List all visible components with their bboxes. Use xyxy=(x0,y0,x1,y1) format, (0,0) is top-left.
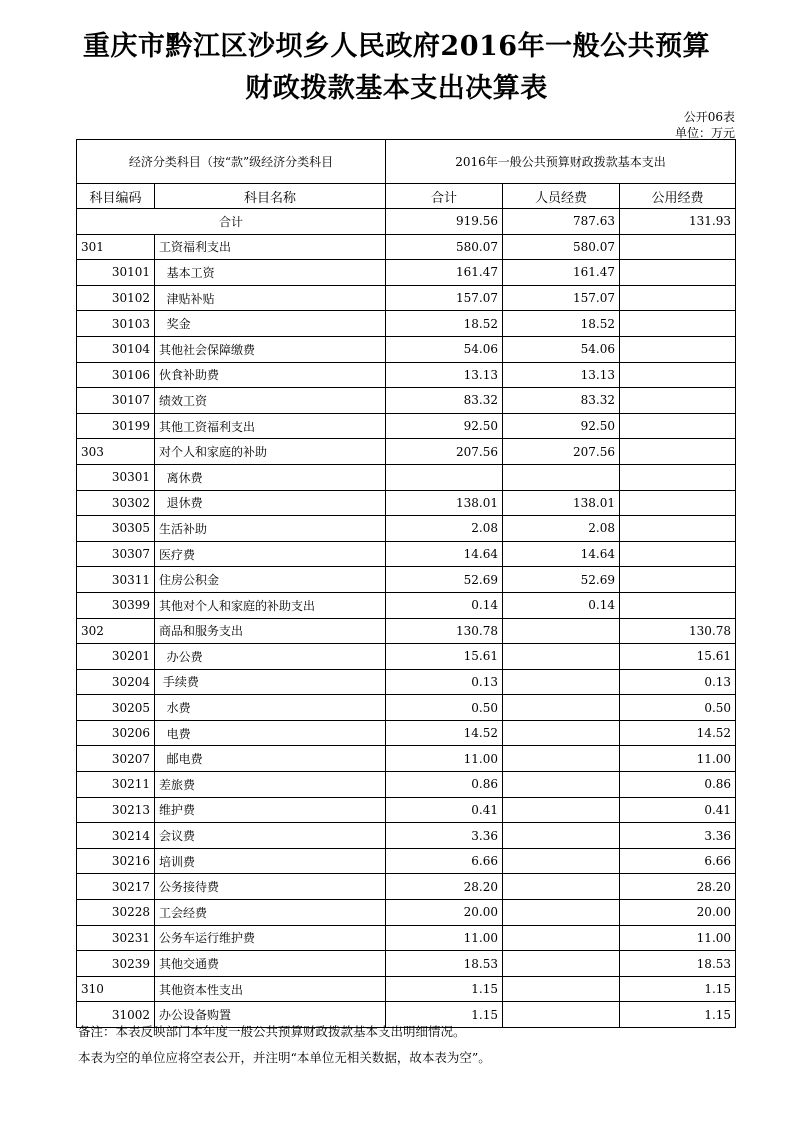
header-name: 科目名称 xyxy=(155,184,386,209)
row-code: 30217 xyxy=(77,874,155,900)
table-row xyxy=(77,976,736,1002)
form-number: 公开06表 xyxy=(683,110,735,124)
row-total: 0.41 xyxy=(386,797,503,823)
table-row xyxy=(77,592,736,618)
total-row xyxy=(77,209,736,235)
row-code: 30211 xyxy=(77,772,155,798)
row-code: 30302 xyxy=(77,490,155,516)
row-code: 30301 xyxy=(77,464,155,490)
table-row xyxy=(77,644,736,670)
row-code: 30199 xyxy=(77,413,155,439)
row-code: 30102 xyxy=(77,285,155,311)
row-name: 伙食补助费 xyxy=(155,362,386,388)
row-code: 301 xyxy=(77,234,155,260)
row-public: 3.36 xyxy=(620,823,736,849)
table-row xyxy=(77,900,736,926)
note-remark: 备注：本表反映部门本年度一般公共预算财政拨款基本支出明细情况。 xyxy=(78,1024,466,1039)
row-name: 办公费 xyxy=(155,644,386,670)
row-total: 20.00 xyxy=(386,900,503,926)
row-name: 津贴补贴 xyxy=(155,285,386,311)
row-personnel xyxy=(503,772,620,798)
row-name: 公务接待费 xyxy=(155,874,386,900)
row-total: 580.07 xyxy=(386,234,503,260)
row-total: 14.64 xyxy=(386,541,503,567)
row-name: 水费 xyxy=(155,695,386,721)
row-personnel xyxy=(503,797,620,823)
table-row xyxy=(77,746,736,772)
row-personnel: 13.13 xyxy=(503,362,620,388)
table-row xyxy=(77,925,736,951)
row-code: 30106 xyxy=(77,362,155,388)
row-personnel: 161.47 xyxy=(503,260,620,286)
table-row xyxy=(77,516,736,542)
row-public: 11.00 xyxy=(620,925,736,951)
row-total: 0.86 xyxy=(386,772,503,798)
header-budget: 2016年一般公共预算财政拨款基本支出 xyxy=(386,140,736,184)
row-personnel xyxy=(503,848,620,874)
row-code: 30104 xyxy=(77,336,155,362)
row-code: 30239 xyxy=(77,951,155,977)
row-public: 0.86 xyxy=(620,772,736,798)
row-code: 30101 xyxy=(77,260,155,286)
row-public xyxy=(620,336,736,362)
row-personnel: 52.69 xyxy=(503,567,620,593)
header-public: 公用经费 xyxy=(620,184,736,209)
row-total: 52.69 xyxy=(386,567,503,593)
row-total: 2.08 xyxy=(386,516,503,542)
row-personnel xyxy=(503,746,620,772)
table-row xyxy=(77,823,736,849)
table-row xyxy=(77,567,736,593)
row-personnel xyxy=(503,464,620,490)
row-personnel xyxy=(503,618,620,644)
row-public xyxy=(620,439,736,465)
document-title-line2: 财政拨款基本支出决算表 xyxy=(245,73,548,104)
total-personnel: 787.63 xyxy=(503,209,620,235)
table-row xyxy=(77,464,736,490)
table-row xyxy=(77,388,736,414)
table-row xyxy=(77,797,736,823)
row-name: 公务车运行维护费 xyxy=(155,925,386,951)
header-econ-class: 经济分类科目（按“款”级经济分类科目 xyxy=(77,140,386,184)
table-row xyxy=(77,695,736,721)
row-personnel xyxy=(503,695,620,721)
row-public: 28.20 xyxy=(620,874,736,900)
total-public: 131.93 xyxy=(620,209,736,235)
row-public xyxy=(620,490,736,516)
row-total: 138.01 xyxy=(386,490,503,516)
row-code: 30311 xyxy=(77,567,155,593)
row-code: 30205 xyxy=(77,695,155,721)
row-public xyxy=(620,567,736,593)
table-row xyxy=(77,285,736,311)
row-public: 15.61 xyxy=(620,644,736,670)
row-personnel xyxy=(503,823,620,849)
row-name: 电费 xyxy=(155,720,386,746)
table-row xyxy=(77,720,736,746)
expenditure-table xyxy=(76,139,736,1028)
note-empty-table: 本表为空的单位应将空表公开，并注明“本单位无相关数据，故本表为空”。 xyxy=(78,1050,491,1065)
row-total: 1.15 xyxy=(386,976,503,1002)
row-name: 医疗费 xyxy=(155,541,386,567)
row-personnel: 83.32 xyxy=(503,388,620,414)
row-total: 13.13 xyxy=(386,362,503,388)
table-row xyxy=(77,260,736,286)
row-public xyxy=(620,388,736,414)
row-personnel xyxy=(503,1002,620,1028)
row-public xyxy=(620,260,736,286)
row-name: 邮电费 xyxy=(155,746,386,772)
unit-label: 单位：万元 xyxy=(674,126,735,140)
row-total: 28.20 xyxy=(386,874,503,900)
row-public: 0.13 xyxy=(620,669,736,695)
row-total: 0.13 xyxy=(386,669,503,695)
table-row xyxy=(77,669,736,695)
row-personnel: 0.14 xyxy=(503,592,620,618)
table-row xyxy=(77,413,736,439)
row-name: 差旅费 xyxy=(155,772,386,798)
row-total: 3.36 xyxy=(386,823,503,849)
row-name: 其他工资福利支出 xyxy=(155,413,386,439)
table-row xyxy=(77,848,736,874)
row-personnel: 14.64 xyxy=(503,541,620,567)
row-name: 奖金 xyxy=(155,311,386,337)
row-personnel: 138.01 xyxy=(503,490,620,516)
row-name: 对个人和家庭的补助 xyxy=(155,439,386,465)
row-public: 20.00 xyxy=(620,900,736,926)
row-code: 30213 xyxy=(77,797,155,823)
row-personnel xyxy=(503,874,620,900)
row-name: 住房公积金 xyxy=(155,567,386,593)
row-total: 18.52 xyxy=(386,311,503,337)
row-code: 30103 xyxy=(77,311,155,337)
row-total: 130.78 xyxy=(386,618,503,644)
row-public: 0.50 xyxy=(620,695,736,721)
row-total: 0.14 xyxy=(386,592,503,618)
row-total: 92.50 xyxy=(386,413,503,439)
row-name: 办公设备购置 xyxy=(155,1002,386,1028)
row-name: 基本工资 xyxy=(155,260,386,286)
header-total: 合计 xyxy=(386,184,503,209)
table-row xyxy=(77,234,736,260)
row-total: 1.15 xyxy=(386,1002,503,1028)
row-personnel: 207.56 xyxy=(503,439,620,465)
row-total: 11.00 xyxy=(386,746,503,772)
row-name: 其他交通费 xyxy=(155,951,386,977)
row-total: 6.66 xyxy=(386,848,503,874)
row-public xyxy=(620,413,736,439)
row-code: 30107 xyxy=(77,388,155,414)
row-total: 207.56 xyxy=(386,439,503,465)
table-row xyxy=(77,874,736,900)
row-code: 30214 xyxy=(77,823,155,849)
row-total: 83.32 xyxy=(386,388,503,414)
row-total: 54.06 xyxy=(386,336,503,362)
row-total xyxy=(386,464,503,490)
table-row xyxy=(77,618,736,644)
table-row xyxy=(77,772,736,798)
row-code: 30206 xyxy=(77,720,155,746)
row-public xyxy=(620,516,736,542)
row-code: 30305 xyxy=(77,516,155,542)
row-personnel xyxy=(503,669,620,695)
row-personnel: 580.07 xyxy=(503,234,620,260)
row-total: 18.53 xyxy=(386,951,503,977)
row-total: 11.00 xyxy=(386,925,503,951)
row-public: 6.66 xyxy=(620,848,736,874)
row-name: 工资福利支出 xyxy=(155,234,386,260)
row-name: 手续费 xyxy=(155,669,386,695)
row-name: 退休费 xyxy=(155,490,386,516)
row-personnel xyxy=(503,925,620,951)
row-name: 绩效工资 xyxy=(155,388,386,414)
row-code: 303 xyxy=(77,439,155,465)
document-title-line1: 重庆市黔江区沙坝乡人民政府2016年一般公共预算 xyxy=(82,31,711,62)
row-public xyxy=(620,592,736,618)
row-name: 离休费 xyxy=(155,464,386,490)
row-name: 其他社会保障缴费 xyxy=(155,336,386,362)
row-personnel xyxy=(503,720,620,746)
row-public xyxy=(620,362,736,388)
row-name: 工会经费 xyxy=(155,900,386,926)
row-total: 14.52 xyxy=(386,720,503,746)
total-amount: 919.56 xyxy=(386,209,503,235)
table-row xyxy=(77,336,736,362)
table-row xyxy=(77,311,736,337)
row-public: 1.15 xyxy=(620,1002,736,1028)
table-row xyxy=(77,362,736,388)
row-name: 商品和服务支出 xyxy=(155,618,386,644)
row-public xyxy=(620,311,736,337)
row-code: 30399 xyxy=(77,592,155,618)
row-name: 其他资本性支出 xyxy=(155,976,386,1002)
table-row xyxy=(77,951,736,977)
row-personnel: 2.08 xyxy=(503,516,620,542)
row-code: 31002 xyxy=(77,1002,155,1028)
row-public xyxy=(620,464,736,490)
row-code: 30231 xyxy=(77,925,155,951)
row-public xyxy=(620,234,736,260)
row-name: 培训费 xyxy=(155,848,386,874)
row-public: 11.00 xyxy=(620,746,736,772)
row-personnel xyxy=(503,644,620,670)
row-personnel: 92.50 xyxy=(503,413,620,439)
row-name: 其他对个人和家庭的补助支出 xyxy=(155,592,386,618)
row-name: 维护费 xyxy=(155,797,386,823)
row-personnel: 157.07 xyxy=(503,285,620,311)
row-code: 30204 xyxy=(77,669,155,695)
row-public: 0.41 xyxy=(620,797,736,823)
row-code: 310 xyxy=(77,976,155,1002)
row-total: 157.07 xyxy=(386,285,503,311)
row-code: 30201 xyxy=(77,644,155,670)
row-public: 14.52 xyxy=(620,720,736,746)
row-name: 会议费 xyxy=(155,823,386,849)
row-public xyxy=(620,541,736,567)
row-name: 生活补助 xyxy=(155,516,386,542)
row-total: 161.47 xyxy=(386,260,503,286)
row-personnel xyxy=(503,976,620,1002)
row-code: 30216 xyxy=(77,848,155,874)
row-total: 0.50 xyxy=(386,695,503,721)
row-public xyxy=(620,285,736,311)
row-public: 1.15 xyxy=(620,976,736,1002)
row-code: 30228 xyxy=(77,900,155,926)
row-code: 302 xyxy=(77,618,155,644)
header-code: 科目编码 xyxy=(77,184,155,209)
header-personnel: 人员经费 xyxy=(503,184,620,209)
row-personnel xyxy=(503,900,620,926)
row-personnel: 18.52 xyxy=(503,311,620,337)
row-code: 30307 xyxy=(77,541,155,567)
row-personnel xyxy=(503,951,620,977)
table-row xyxy=(77,541,736,567)
table-row xyxy=(77,439,736,465)
row-public: 130.78 xyxy=(620,618,736,644)
row-public: 18.53 xyxy=(620,951,736,977)
row-total: 15.61 xyxy=(386,644,503,670)
table-row xyxy=(77,490,736,516)
row-code: 30207 xyxy=(77,746,155,772)
row-personnel: 54.06 xyxy=(503,336,620,362)
total-label: 合计 xyxy=(77,209,386,235)
